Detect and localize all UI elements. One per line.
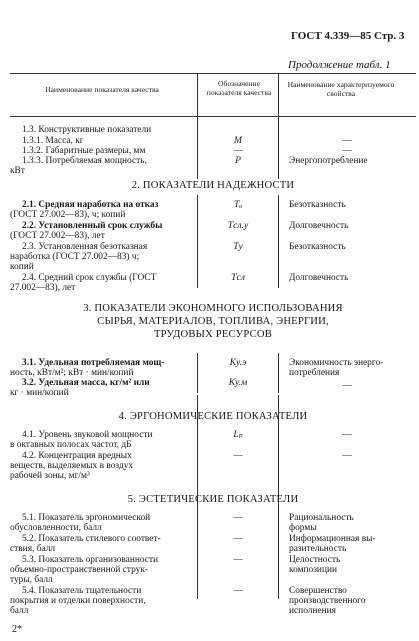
row-3-1-b: ность, кВт/м²; кВт · мин/копий	[10, 368, 134, 378]
sym-5-3: —	[233, 554, 243, 565]
row-5-4-a: 5.4. Показатель тщательности	[22, 586, 142, 596]
row-1-3-2: 1.3.2. Габаритные размеры, мм	[22, 146, 146, 156]
row-2-2-a: 2.2. Установленный срок службы	[22, 221, 163, 231]
row-5-2-b: ствия, балл	[10, 544, 56, 554]
sym-5-1: —	[233, 512, 243, 523]
table-top-rule	[10, 73, 416, 74]
row-5-3-b: объемно-пространственной струк-	[10, 565, 149, 575]
prop-5-4-a: Совершенство	[289, 586, 347, 596]
prop-5-2-b: разительность	[289, 544, 347, 554]
row-3-2-a-text: 3.2. Удельная масса, кг/м² или	[22, 378, 150, 388]
row-2-4-b: 27.002—83), лет	[10, 283, 76, 293]
col-header-property: Наименование характеризуемого свойства	[287, 80, 395, 98]
prop-2-3: Безотказность	[289, 242, 346, 252]
row-3-2-b: кг · мин/копий	[10, 388, 69, 398]
sym-4-2: —	[233, 450, 243, 461]
footer-page-mark: 2*	[12, 624, 22, 635]
row-2-2-b: (ГОСТ 27.002—83), лет	[10, 231, 105, 241]
prop-1-3-2: —	[342, 145, 352, 156]
row-5-4-b: покрытия и отделки поверхности,	[10, 596, 146, 606]
row-1-3-1: 1.3.1. Масса, кг	[22, 136, 84, 146]
row-2-3-b: наработка (ГОСТ 27.002—83) ч;	[10, 252, 140, 262]
row-3-1-a: 3.1. Удельная потребляемая мощ-	[22, 358, 165, 368]
prop-5-2-a: Информационная вы-	[289, 534, 376, 544]
prop-1-3-1: —	[342, 135, 352, 146]
prop-5-4-b: производственного	[289, 596, 366, 606]
prop-5-3-a: Целостность	[289, 555, 341, 565]
row-5-1-a: 5.1. Показатель эргономической	[22, 513, 151, 523]
row-1-3-3-a: 1.3.3. Потребляемая мощность,	[22, 156, 147, 166]
prop-3-1-a: Экономичность энерго-	[289, 358, 384, 368]
prop-3-2: —	[342, 380, 352, 391]
section-4-title: 4. ЭРГОНОМИЧЕСКИЕ ПОКАЗАТЕЛИ	[118, 411, 308, 422]
prop-2-2: Долговечность	[289, 221, 349, 231]
row-1-3-3-b: кВт	[10, 166, 25, 176]
sym-2-4: Tсл	[231, 272, 245, 283]
sym-2-2: Tсл.у	[227, 220, 249, 231]
sym-3-2: Kу.м	[228, 377, 248, 388]
row-4-2-b: веществ, выделяемых в воздух	[10, 461, 134, 471]
sym-3-1: Kу.э	[229, 357, 247, 368]
sym-1-3-3: P	[235, 155, 241, 166]
row-2-3-a: 2.3. Установленная безотказная	[22, 242, 148, 252]
row-5-1-b: обусловленности, балл	[10, 523, 102, 533]
row-2-1-a	[22, 200, 158, 211]
row-2-4-a: 2.4. Средний срок службы (ГОСТ	[22, 273, 157, 283]
row-5-3-a: 5.3. Показатель организованности	[22, 555, 159, 565]
prop-4-1: —	[342, 429, 352, 440]
row-5-2-a: 5.2. Показатель стилевого соответ-	[22, 534, 161, 544]
sym-2-1: Tₒ	[233, 199, 243, 210]
sym-1-3-2: —	[233, 145, 243, 156]
sym-1-3-1: M	[234, 135, 242, 146]
prop-5-4-c: исполнения	[289, 606, 336, 616]
col-header-indicator-name: Наименование показателя качества	[45, 85, 159, 94]
row-2-1-a-text: 2.1. Средняя наработка на отказ	[22, 200, 159, 210]
section-3-title-b: СЫРЬЯ, МАТЕРИАЛОВ, ТОПЛИВА, ЭНЕРГИИ,	[97, 316, 329, 327]
row-1-3: 1.3. Конструктивные показатели	[22, 125, 152, 135]
row-5-3-c: туры, балл	[10, 575, 53, 585]
prop-1-3-3: Энергопотребление	[289, 156, 368, 166]
section-3-title-a: 3. ПОКАЗАТЕЛИ ЭКОНОМНОГО ИСПОЛЬЗОВАНИЯ	[83, 303, 343, 314]
header-bottom-rule	[10, 116, 416, 117]
col-rule-2-s2	[278, 195, 279, 288]
prop-5-3-b: композиции	[289, 565, 337, 575]
section-2-title: 2. ПОКАЗАТЕЛИ НАДЕЖНОСТИ	[131, 180, 295, 191]
prop-2-4: Долговечность	[289, 273, 349, 283]
page-header-title: ГОСТ 4.339—85 Стр. 3	[291, 30, 405, 42]
row-5-4-c: балл	[10, 606, 29, 616]
prop-5-1-b: формы	[289, 523, 317, 533]
row-2-3-c: копий	[10, 262, 34, 272]
row-2-1-b: (ГОСТ 27.002—83), ч; копий	[10, 210, 126, 220]
prop-5-1-a: Рациональность	[289, 513, 354, 523]
col-header-designation: Обозначение показателя качества	[206, 79, 272, 97]
sym-5-2: —	[233, 533, 243, 544]
row-3-2-a	[22, 378, 150, 389]
sym-2-3: Tу	[233, 241, 243, 252]
sym-4-1: Lₚ	[233, 429, 243, 440]
prop-3-1-b: потребления	[289, 368, 340, 378]
row-4-1-a: 4.1. Уровень звуковой мощности	[22, 430, 153, 440]
sym-5-4: —	[233, 585, 243, 596]
prop-4-2: —	[342, 450, 352, 461]
section-5-title: 5. ЭСТЕТИЧЕСКИЕ ПОКАЗАТЕЛИ	[127, 494, 299, 505]
col-rule-2-s1	[278, 73, 279, 179]
row-4-2-a: 4.2. Концентрация вредных	[22, 451, 132, 461]
continuation-label: Продолжение табл. 1	[288, 59, 391, 71]
row-4-1-b: в октавных полосах частот, дБ	[10, 440, 132, 450]
section-3-title-c: ТРУДОВЫХ РЕСУРСОВ	[153, 329, 272, 340]
prop-2-1: Безотказность	[289, 200, 346, 210]
row-4-2-c: рабочей зоны, мг/м³	[10, 471, 90, 481]
